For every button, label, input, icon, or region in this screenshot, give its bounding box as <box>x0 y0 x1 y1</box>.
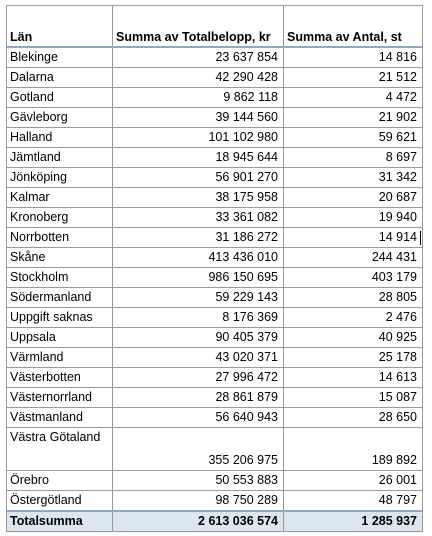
totalbelopp-cell[interactable]: 38 175 958 <box>113 188 284 208</box>
table-row <box>7 108 423 128</box>
table-row <box>7 148 423 168</box>
table-row <box>7 428 423 471</box>
lan-cell[interactable]: Örebro <box>7 471 113 491</box>
lan-cell[interactable]: Jämtland <box>7 148 113 168</box>
pivot-table <box>6 5 423 532</box>
antal-cell[interactable]: 48 797 <box>284 491 423 512</box>
header-totalbelopp[interactable]: Summa av Totalbelopp, kr <box>113 6 284 48</box>
totalbelopp-cell[interactable]: 23 637 854 <box>113 47 284 68</box>
lan-cell[interactable]: Uppsala <box>7 328 113 348</box>
lan-cell[interactable]: Kronoberg <box>7 208 113 228</box>
table-row <box>7 408 423 428</box>
lan-cell[interactable]: Uppgift saknas <box>7 308 113 328</box>
antal-cell[interactable]: 14 613 <box>284 368 423 388</box>
lan-cell[interactable]: Västerbotten <box>7 368 113 388</box>
lan-cell[interactable]: Värmland <box>7 348 113 368</box>
table-row <box>7 348 423 368</box>
lan-cell[interactable]: Västmanland <box>7 408 113 428</box>
lan-cell[interactable]: Blekinge <box>7 47 113 68</box>
total-antal-cell[interactable]: 1 285 937 <box>284 511 423 532</box>
table-row <box>7 88 423 108</box>
antal-cell[interactable]: 40 925 <box>284 328 423 348</box>
antal-cell[interactable]: 25 178 <box>284 348 423 368</box>
totalbelopp-cell[interactable]: 8 176 369 <box>113 308 284 328</box>
lan-cell[interactable]: Skåne <box>7 248 113 268</box>
antal-cell[interactable]: 189 892 <box>284 428 423 471</box>
total-belopp-cell[interactable]: 2 613 036 574 <box>113 511 284 532</box>
antal-cell[interactable]: 26 001 <box>284 471 423 491</box>
totalbelopp-cell[interactable]: 33 361 082 <box>113 208 284 228</box>
totalbelopp-cell[interactable]: 56 901 270 <box>113 168 284 188</box>
lan-cell[interactable]: Gotland <box>7 88 113 108</box>
table-row <box>7 228 423 248</box>
lan-cell[interactable]: Kalmar <box>7 188 113 208</box>
antal-cell[interactable]: 21 512 <box>284 68 423 88</box>
totalbelopp-cell[interactable]: 986 150 695 <box>113 268 284 288</box>
header-lan[interactable]: Län <box>7 6 113 48</box>
table-row <box>7 491 423 512</box>
totalbelopp-cell[interactable]: 59 229 143 <box>113 288 284 308</box>
table-row <box>7 288 423 308</box>
antal-cell[interactable]: 8 697 <box>284 148 423 168</box>
antal-cell[interactable]: 19 940 <box>284 208 423 228</box>
antal-cell[interactable]: 28 805 <box>284 288 423 308</box>
antal-cell[interactable]: 4 472 <box>284 88 423 108</box>
totalbelopp-cell[interactable]: 43 020 371 <box>113 348 284 368</box>
antal-cell[interactable]: 14 914 <box>284 228 423 248</box>
header-antal[interactable]: Summa av Antal, st <box>284 6 423 48</box>
antal-cell[interactable]: 14 816 <box>284 47 423 68</box>
antal-cell[interactable]: 15 087 <box>284 388 423 408</box>
totalbelopp-cell[interactable]: 413 436 010 <box>113 248 284 268</box>
totalbelopp-cell[interactable]: 50 553 883 <box>113 471 284 491</box>
table-row <box>7 188 423 208</box>
totalbelopp-cell[interactable]: 42 290 428 <box>113 68 284 88</box>
lan-cell[interactable]: Södermanland <box>7 288 113 308</box>
totalbelopp-cell[interactable]: 39 144 560 <box>113 108 284 128</box>
lan-cell[interactable]: Jönköping <box>7 168 113 188</box>
table-row <box>7 128 423 148</box>
table-row <box>7 328 423 348</box>
header-row <box>7 6 423 48</box>
table-row <box>7 308 423 328</box>
table-row <box>7 47 423 68</box>
table-row <box>7 368 423 388</box>
table-row <box>7 68 423 88</box>
table-row <box>7 471 423 491</box>
antal-cell[interactable]: 59 621 <box>284 128 423 148</box>
total-label-cell[interactable]: Totalsumma <box>7 511 113 532</box>
totalbelopp-cell[interactable]: 27 996 472 <box>113 368 284 388</box>
antal-cell[interactable]: 2 476 <box>284 308 423 328</box>
table-row <box>7 388 423 408</box>
text-cursor <box>420 231 421 245</box>
lan-cell[interactable]: Dalarna <box>7 68 113 88</box>
antal-cell[interactable]: 244 431 <box>284 248 423 268</box>
lan-cell[interactable]: Östergötland <box>7 491 113 512</box>
table-row <box>7 168 423 188</box>
table-row <box>7 248 423 268</box>
antal-cell[interactable]: 21 902 <box>284 108 423 128</box>
antal-cell[interactable]: 31 342 <box>284 168 423 188</box>
totalbelopp-cell[interactable]: 31 186 272 <box>113 228 284 248</box>
totalbelopp-cell[interactable]: 28 861 879 <box>113 388 284 408</box>
totalbelopp-cell[interactable]: 355 206 975 <box>113 428 284 471</box>
lan-cell[interactable]: Stockholm <box>7 268 113 288</box>
antal-cell[interactable]: 403 179 <box>284 268 423 288</box>
antal-cell[interactable]: 28 650 <box>284 408 423 428</box>
totalbelopp-cell[interactable]: 90 405 379 <box>113 328 284 348</box>
lan-cell[interactable]: Västra Götaland <box>7 428 113 471</box>
antal-cell[interactable]: 20 687 <box>284 188 423 208</box>
totalbelopp-cell[interactable]: 98 750 289 <box>113 491 284 512</box>
totalbelopp-cell[interactable]: 56 640 943 <box>113 408 284 428</box>
totalbelopp-cell[interactable]: 18 945 644 <box>113 148 284 168</box>
totalbelopp-cell[interactable]: 9 862 118 <box>113 88 284 108</box>
lan-cell[interactable]: Västernorrland <box>7 388 113 408</box>
total-row <box>7 511 423 532</box>
lan-cell[interactable]: Halland <box>7 128 113 148</box>
totalbelopp-cell[interactable]: 101 102 980 <box>113 128 284 148</box>
table-row <box>7 268 423 288</box>
lan-cell[interactable]: Norrbotten <box>7 228 113 248</box>
table-row <box>7 208 423 228</box>
lan-cell[interactable]: Gävleborg <box>7 108 113 128</box>
